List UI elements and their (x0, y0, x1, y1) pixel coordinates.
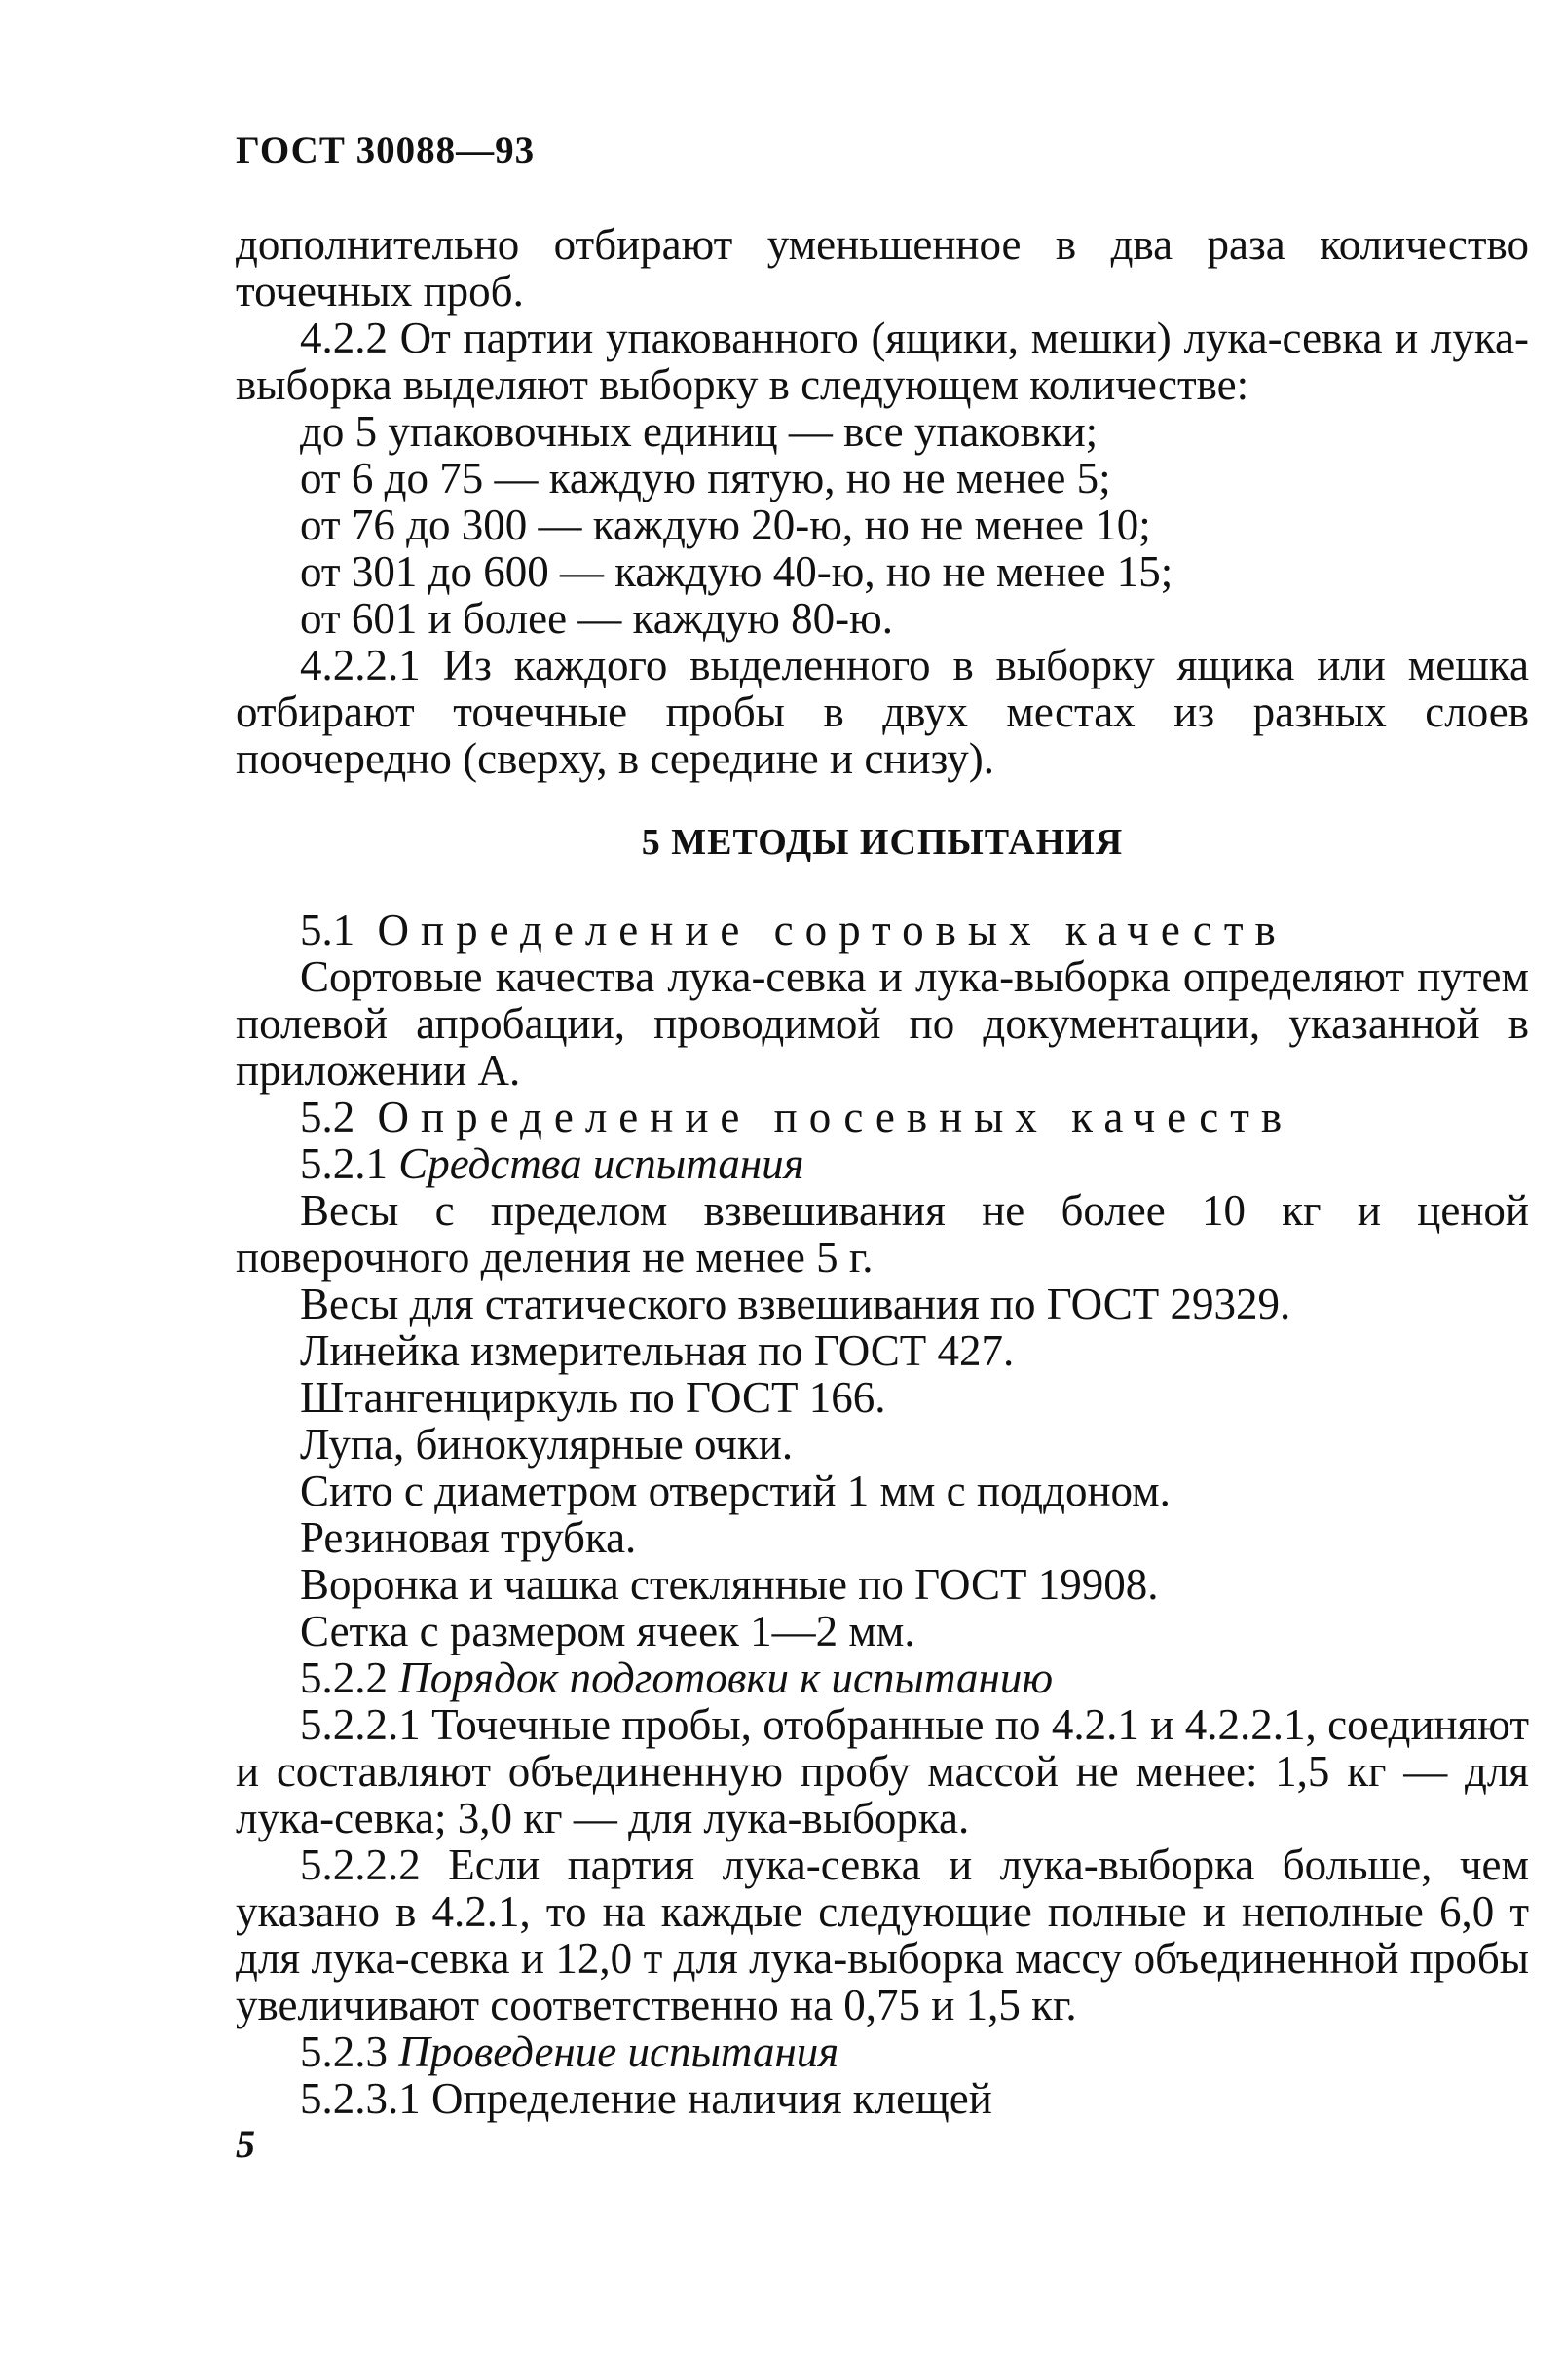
item-title: Порядок подготовки к испытанию (398, 1654, 1054, 1702)
equipment-item: Линейка измерительная по ГОСТ 427. (300, 1326, 1015, 1375)
equipment-item: Сетка с размером ячеек 1—2 мм. (300, 1607, 915, 1655)
paragraph: дополнительно отбирают уменьшенное в два раза количество точечных проб. (236, 220, 1529, 316)
item-number: 5.2.1 (300, 1139, 388, 1188)
list-item: от 6 до 75 — каждую пятую, но не менее 5; (300, 454, 1111, 502)
equipment-item: Лупа, бинокулярные очки. (300, 1420, 794, 1469)
item-5-2-3-heading (236, 2028, 1529, 2075)
document-page (236, 129, 1529, 2122)
paragraph-4-2-2: 4.2.2 От партии упакованного (ящики, мешки) лука-севка и лука-выборка выделяют выборку в следующем количестве: (236, 314, 1529, 409)
section-title: 5 МЕТОДЫ ИСПЫТАНИЯ (641, 822, 1124, 863)
subsection-5-1-heading (236, 907, 1529, 953)
subsection-title: Определение сортовых качеств (377, 906, 1287, 954)
subsection-number: 5.2 (300, 1093, 355, 1141)
equipment-item: Весы с пределом взвешивания не более 10 кг и ценой поверочного деления не менее 5 г. (236, 1186, 1529, 1282)
item-5-2-2-heading (236, 1655, 1529, 1701)
paragraph-5-2-2-1: 5.2.2.1 Точечные пробы, отобранные по 4.2.1 и 4.2.2.1, соединяют и составляют объединенную пробу массой не менее: 1,5 кг — для лука-севка; 3,0 кг — для лука-выборка. (236, 1700, 1529, 1842)
item-number: 5.2.3 (300, 2027, 388, 2076)
equipment-item: Весы для статического взвешивания по ГОСТ 29329. (300, 1280, 1291, 1328)
item-title: Проведение испытания (398, 2027, 839, 2076)
equipment-item: Сито с диаметром отверстий 1 мм с поддоном. (300, 1467, 1171, 1515)
subsection-5-2-heading (236, 1094, 1529, 1140)
list-item: до 5 упаковочных единиц — все упаковки; (300, 407, 1099, 456)
item-5-2-1-heading (236, 1140, 1529, 1187)
paragraph-4-2-2-1: 4.2.2.1 Из каждого выделенного в выборку ящика или мешка отбирают точечные пробы в двух местах из разных слоев поочередно (сверху, в середине и снизу). (236, 641, 1529, 783)
equipment-item: Воронка и чашка стеклянные по ГОСТ 19908. (300, 1560, 1159, 1609)
paragraph-5-2-2-2: 5.2.2.2 Если партия лука-севка и лука-выборка больше, чем указано в 4.2.1, то на каждые следующие полные и неполные 6,0 т для лука-севка и 12,0 т для лука-выборка массу объединенной пробы увеличивают соответственно на 0,75 и 1,5 кг. (236, 1841, 1529, 2029)
equipment-item: Резиновая трубка. (300, 1513, 637, 1562)
page-number: 5 (236, 2122, 255, 2166)
list-item: от 301 до 600 — каждую 40-ю, но не менее 15; (300, 547, 1173, 596)
paragraph-5-1: Сортовые качества лука-севка и лука-выборка определяют путем полевой апробации, проводимой по документации, указанной в приложении А. (236, 952, 1529, 1095)
document-header: ГОСТ 30088—93 (236, 130, 536, 171)
list-item: от 601 и более — каждую 80-ю. (300, 594, 893, 643)
item-title: Средства испытания (398, 1139, 804, 1188)
subsection-number: 5.1 (300, 906, 355, 954)
item-number: 5.2.2 (300, 1654, 388, 1702)
equipment-item: Штангенциркуль по ГОСТ 166. (300, 1373, 886, 1422)
subsection-title: Определение посевных качеств (377, 1093, 1294, 1141)
paragraph-5-2-3-1: 5.2.3.1 Определение наличия клещей (300, 2074, 992, 2123)
list-item: от 76 до 300 — каждую 20-ю, но не менее 10; (300, 501, 1151, 549)
